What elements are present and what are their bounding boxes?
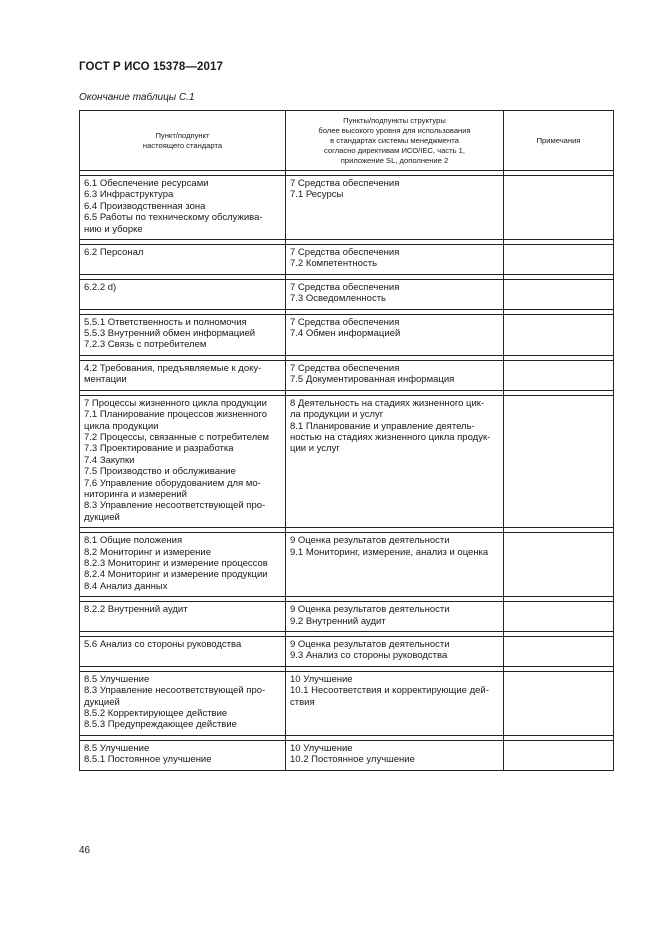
header-cell-standard-clause xyxy=(80,111,286,171)
cell-hls-clause xyxy=(286,314,504,355)
clause-line: 7.1 Ресурсы xyxy=(290,189,344,201)
cell-hls-clause xyxy=(286,533,504,597)
cell-notes xyxy=(504,671,614,735)
clause-line: ментации xyxy=(84,374,127,386)
cell-standard-clause xyxy=(80,740,286,770)
clause-line: 8.2.3 Мониторинг и измерение процессов xyxy=(84,557,268,569)
clause-line: 6.2.2 d) xyxy=(84,281,117,293)
clause-line: 10 Улучшение xyxy=(290,673,353,685)
clause-line: 5.6 Анализ со стороны руководства xyxy=(84,639,242,650)
table-row xyxy=(80,395,614,527)
clause-line: 9.3 Анализ со стороны руководства xyxy=(290,650,448,662)
header-line: приложение SL, дополнение 2 xyxy=(340,155,449,165)
header-line: настоящего стандарта xyxy=(142,140,223,150)
cell-hls-clause xyxy=(286,637,504,667)
header-cell-hls-clause xyxy=(286,111,504,171)
clause-line: 6.4 Производственная зона xyxy=(84,200,206,212)
cell-hls-clause xyxy=(286,602,504,632)
cell-standard-clause xyxy=(80,360,286,390)
clause-line: ции и услуг xyxy=(290,443,340,455)
clause-line: 6.3 Инфраструктура xyxy=(84,189,174,201)
table-row xyxy=(80,533,614,597)
clause-line: 8.5.3 Предупреждающее действие xyxy=(84,719,237,731)
clause-line: ниторинга и измерений xyxy=(84,488,187,500)
clause-line: нию и уборке xyxy=(84,223,143,235)
cell-hls-clause xyxy=(286,671,504,735)
clause-line: 6.2 Персонал xyxy=(84,247,144,259)
clause-line: 10 Улучшение xyxy=(290,742,353,754)
clause-line: 7.5 Документированная информация xyxy=(290,374,455,386)
clause-line: 5.5.1 Ответственность и полномочия xyxy=(84,316,247,328)
table-row xyxy=(80,245,614,275)
clause-line: 8.3 Управление несоответствующей про- xyxy=(84,500,266,512)
header-line: Пункты/подпункты структуры xyxy=(343,115,446,125)
cell-standard-clause xyxy=(80,533,286,597)
clause-line: 7.6 Управление оборудованием для мо- xyxy=(84,477,261,489)
cell-notes xyxy=(504,245,614,275)
clause-line: 8.3 Управление несоответствующей про- xyxy=(84,685,266,697)
cell-standard-clause xyxy=(80,176,286,240)
clause-line: 9.1 Мониторинг, измерение, анализ и оценка xyxy=(290,546,489,558)
table-body xyxy=(80,171,614,771)
clause-line: 10.1 Несоответствия и корректирующие дей- xyxy=(290,685,489,697)
table-row xyxy=(80,637,614,667)
clause-line: 9 Оценка результатов деятельности xyxy=(290,639,450,650)
clause-line: 6.5 Работы по техническому обслужива- xyxy=(84,212,263,224)
clause-line: 7.3 Проектирование и разработка xyxy=(84,443,234,455)
clause-line: 6.1 Обеспечение ресурсами xyxy=(84,178,209,189)
table-row xyxy=(80,671,614,735)
document-header: ГОСТ Р ИСО 15378—2017 xyxy=(79,61,224,73)
clause-line: 7 Средства обеспечения xyxy=(290,281,400,293)
clause-line: 5.5.3 Внутренний обмен информацией xyxy=(84,328,256,340)
table-row xyxy=(80,314,614,355)
clause-line: 8.1 Планирование и управление деятель- xyxy=(290,420,475,432)
clause-line: 7.1 Планирование процессов жизненного xyxy=(84,409,268,421)
table-row xyxy=(80,602,614,632)
cell-hls-clause xyxy=(286,395,504,527)
clause-line: 8.5.2 Корректирующее действие xyxy=(84,708,228,720)
clause-line: 7 Средства обеспечения xyxy=(290,316,400,328)
table-row xyxy=(80,740,614,770)
clause-line: 8.5.1 Постоянное улучшение xyxy=(84,754,212,766)
clause-line: 8.2 Мониторинг и измерение xyxy=(84,546,211,558)
clause-line: ностью на стадиях жизненного цикла продук- xyxy=(290,431,491,443)
header-line: согласно директивам ИСО/IEC, часть 1, xyxy=(324,145,465,155)
clause-line: дукцией xyxy=(84,696,120,708)
clause-line: 4.2 Требования, предъявляемые к доку- xyxy=(84,362,262,374)
table-caption: Окончание таблицы С.1 xyxy=(79,92,195,103)
cell-standard-clause xyxy=(80,637,286,667)
clause-line: 7.2 Процессы, связанные с потребителем xyxy=(84,431,269,443)
cell-standard-clause xyxy=(80,245,286,275)
clause-line: 7 Средства обеспечения xyxy=(290,247,400,259)
header-line: более высокого уровня для использования xyxy=(318,125,471,135)
clause-line: 9 Оценка результатов деятельности xyxy=(290,535,450,547)
clause-line: 7.2 Компетентность xyxy=(290,258,378,270)
clause-line: 8.2.4 Мониторинг и измерение продукции xyxy=(84,569,268,581)
cell-notes xyxy=(504,395,614,527)
clause-line: 7.4 Закупки xyxy=(84,454,135,466)
cell-standard-clause xyxy=(80,279,286,309)
header-line: Пункт/подпункт xyxy=(155,130,210,140)
clause-line: цикла продукции xyxy=(84,420,159,432)
header-line: в стандартах системы менеджмента xyxy=(330,135,459,145)
cell-standard-clause xyxy=(80,602,286,632)
table-row xyxy=(80,279,614,309)
table-row xyxy=(80,360,614,390)
cell-notes xyxy=(504,740,614,770)
clause-line: 8.2.2 Внутренний аудит xyxy=(84,604,188,616)
clause-line: 8.1 Общие положения xyxy=(84,535,183,547)
cell-standard-clause xyxy=(80,671,286,735)
clause-line: 7 Средства обеспечения xyxy=(290,178,400,189)
clause-line: 7 Процессы жизненного цикла продукции xyxy=(84,397,267,409)
cell-hls-clause xyxy=(286,176,504,240)
table-row xyxy=(80,176,614,240)
clause-line: 7.4 Обмен информацией xyxy=(290,328,401,340)
clause-line: 9 Оценка результатов деятельности xyxy=(290,604,450,616)
clause-line: ла продукции и услуг xyxy=(290,409,384,421)
cell-standard-clause xyxy=(80,395,286,527)
page-number: 46 xyxy=(79,845,91,856)
cell-notes xyxy=(504,602,614,632)
clause-line: 8.4 Анализ данных xyxy=(84,580,168,592)
clause-line: 9.2 Внутренний аудит xyxy=(290,615,386,627)
clause-line: 8 Деятельность на стадиях жизненного цик- xyxy=(290,397,485,409)
clause-line: 7.3 Осведомленность xyxy=(290,293,387,305)
clause-line: 7 Средства обеспечения xyxy=(290,362,400,374)
cell-notes xyxy=(504,533,614,597)
cell-hls-clause xyxy=(286,360,504,390)
clause-line: 8.5 Улучшение xyxy=(84,742,150,754)
cell-hls-clause xyxy=(286,740,504,770)
cell-standard-clause xyxy=(80,314,286,355)
cell-notes xyxy=(504,314,614,355)
clause-line: ствия xyxy=(290,696,315,708)
cell-notes xyxy=(504,360,614,390)
cell-hls-clause xyxy=(286,245,504,275)
header-line: Примечания xyxy=(536,135,581,145)
clause-line: 10.2 Постоянное улучшение xyxy=(290,754,415,766)
cell-notes xyxy=(504,176,614,240)
cell-hls-clause xyxy=(286,279,504,309)
clause-line: 7.5 Производство и обслуживание xyxy=(84,466,236,478)
cell-notes xyxy=(504,279,614,309)
cell-notes xyxy=(504,637,614,667)
clause-line: 7.2.3 Связь с потребителем xyxy=(84,339,207,351)
table-header-row xyxy=(80,111,614,171)
clause-line: 8.5 Улучшение xyxy=(84,673,150,685)
header-cell-notes xyxy=(504,111,614,171)
clause-line: дукцией xyxy=(84,511,120,523)
correspondence-table xyxy=(79,110,614,771)
